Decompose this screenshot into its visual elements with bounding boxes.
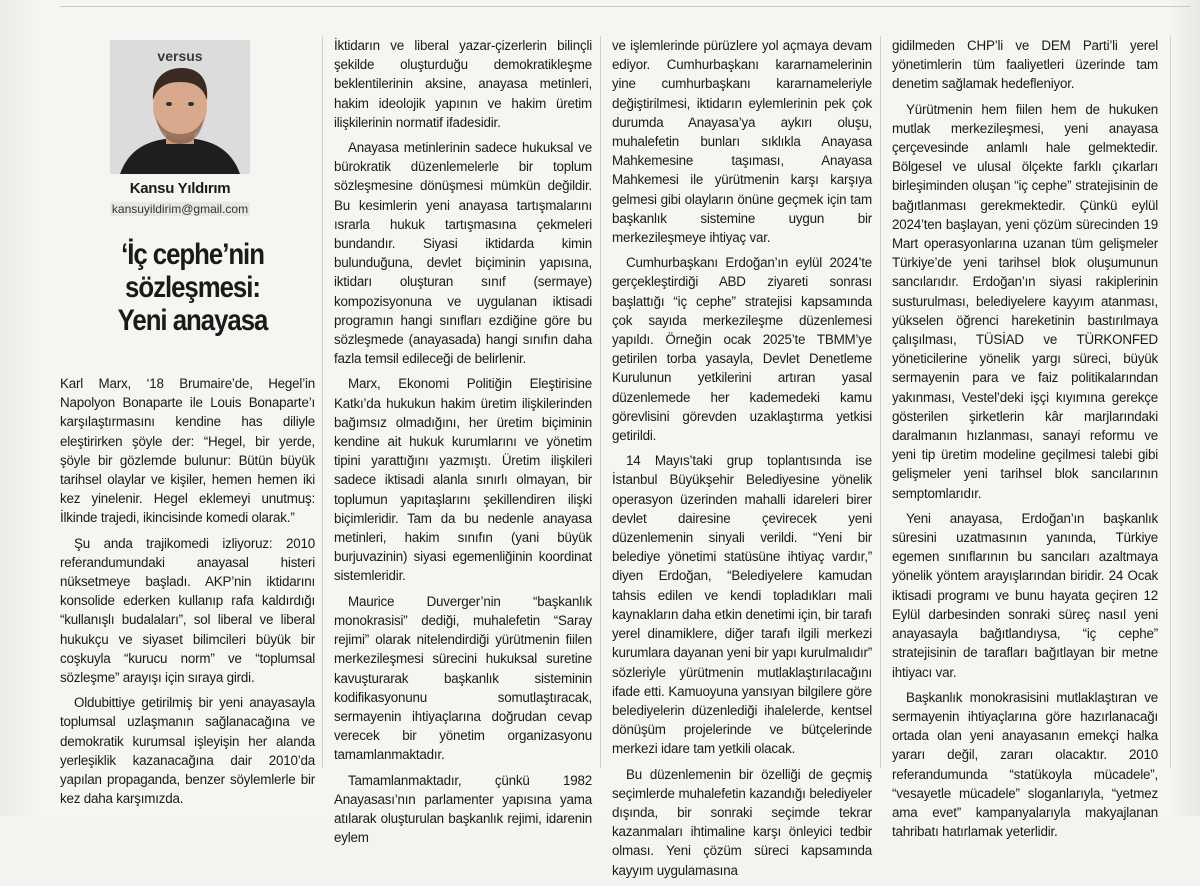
column-divider (322, 36, 323, 768)
paragraph: Oldubittiye getirilmiş bir yeni anayasayla toplumsal uzlaşmanın sağlanacağına ve demokratik kurumsal işleyişin her alanda yerleşiklik kazanacağına dair 2010’da yapılan propaganda, benzer söylemlerle bir kez daha karşımızda. (60, 695, 315, 807)
paragraph: Cumhurbaşkanı Erdoğan’ın eylül 2024’te gerçekleştirdiği ABD ziyareti sonrası başlattığı “iç cephe” stratejisi kapsamında çok sayıda merkezileşme düzenlemesi yapıldı. Örneğin ocak 2025’te TBMM’ye getirilen torba yasayla, Devlet Denetleme Kurulunun yetkilerini artıran yasal düzenlemede her kademedeki kamu görevlisini görevden uzaklaştırma yetkisi getirildi. (612, 255, 872, 444)
author-name: Kansu Yıldırım (129, 180, 231, 197)
headline-line: ‘İç cephe’nin (121, 238, 264, 271)
paragraph: Marx, Ekonomi Politiğin Eleştirisine Katkı’da hukukun hakim üretim ilişkilerinden bağımsız olmadığını, her üretim biçiminin kendine ait hukuk kurumlarını ve yönetim tipini yarattığını yazmıştı. Üretim ilişkileri sadece iktisadi alanla sınırlı olmayan, bir toplumun yapıtaşlarını şekillendiren ilişki biçimleridir. Tam da bu nedenle anayasa metinleri, hakim sınıfın (yani büyük burjuvazinin) siyasi egemenliğinin koordinat sistemleridir. (334, 376, 592, 584)
paragraph: ve işlemlerinde pürüzlere yol açmaya devam ediyor. Cumhurbaşkanı kararnamelerinin yine cumhurbaşkanı kararnameleriyle değiştirilmesi, iktidarın eylemlerinin pek çok durumda Anayasa’ya aykırı oluşu, muhalefetin bunları sıklıkla Anayasa Mahkemesine taşıması, Anayasa Mahkemesi ile yürütmenin karşı karşıya gelmesi gibi olayların önüne geçmek için tam başkanlık sistemine uygun bir merkezileşmeye ihtiyaç var. (612, 38, 872, 246)
article-headline (79, 238, 307, 337)
photo-label: versus (157, 48, 203, 64)
author-photo (110, 40, 250, 174)
headline-line: sözleşmesi: (125, 271, 260, 304)
paragraph: İktidarın ve liberal yazar-çizerlerin bilinçli şekilde oluşturduğu demokratikleşme beklentilerinin aksine, anayasa metinleri, hakim ideolojik yapının ve hakim üretim ilişkilerinin normatif ifadesidir. (334, 38, 592, 130)
article-column-4 (892, 36, 1158, 847)
top-rule (60, 6, 1190, 7)
paragraph: Şu anda trajikomedi izliyoruz: 2010 referandumundaki anayasal histeri nüksetmeye başladı. AKP’nin iktidarını konsolide ederken kullanıp rafa kaldırdığı “kullanışlı budalaları”, sol liberal ve liberal hukukçu ve siyaset bilimcileri büyük bir coşkuyla “kurucu norm” ve “toplumsal sözleşme” arayışı için sıraya girdi. (60, 535, 315, 686)
paragraph: Başkanlık monokrasisini mutlaklaştıran ve sermayenin ihtiyaçlarına göre hazırlanacağı ortada olan yeni anayasanın emekçi halka yararı değil, zararı olacaktır. 2010 referandumunda “statükoyla mücadele”, “vesayetle mücadele” sloganlarıyla, “yetmez ama evet” kampanyalarıyla makyajlanan tahribatı hatırlamak yeterlidir. (892, 689, 1158, 840)
article-column-1 (60, 374, 315, 814)
paragraph: Tamamlanmaktadır, çünkü 1982 Anayasası’nın parlamenter yapısına yama atılarak oluşturulan başkanlık rejimi, idarenin eylem (334, 772, 592, 846)
paragraph: Karl Marx, ‘18 Brumaire’de, Hegel’in Napolyon Bonaparte ile Louis Bonaparte’ı karşılaştırmasını kendine has diliyle eleştirirken şöyle der: “Hegel, bir yerde, şöyle bir gözlemde bulunur: Bütün büyük tarihsel olaylar ve kişiler, hemen hemen iki kez yinelenir. Hegel eklemeyi unutmuş: İlkinde trajedi, ikincisinde komedi olarak.” (60, 376, 315, 526)
paragraph: gidilmeden CHP’li ve DEM Parti’li yerel yönetimlerin tüm faaliyetleri üzerinde tam denetim sağlamak hedefleniyor. (892, 38, 1158, 92)
paragraph: Maurice Duverger’nin “başkanlık monokrasisi” dediği, muhalefetin “Saray rejimi” olarak nitelendirdiği yürütmenin fiilen merkezileşmesi sürecini hukuksal suretine kavuşturarak başkanlık sisteminin kodifikasyonunu somutlaştıracak, sermayenin ihtiyaçlarına doğrudan cevap verecek bir yönetim organizasyonu tamamlanmaktadır. (334, 593, 592, 763)
column-divider (880, 36, 881, 768)
paragraph: Bu düzenlemenin bir özelliği de geçmiş seçimlerde muhalefetin kazandığı belediyeler dışında, bir sonraki seçimde tekrar kazanmaları ihtimaline karşı önleyici tedbir olması. Yeni çözüm süreci kapsamında kayyım uygulamasına (612, 766, 872, 878)
author-email: kansuyildirim@gmail.com (111, 202, 249, 216)
paragraph: Yeni anayasa, Erdoğan’ın başkanlık süresini uzatmasının yanında, Türkiye egemen sınıflarının bu sancıları azaltmaya yönelik yöntem arayışlarından biridir. 24 Ocak iktisadi programı ve bunu hayata geçiren 12 Eylül darbesinden sonraki süreç nasıl yeni anayasayla bağıtlandıysa, “iç cephe” stratejisinin de tarafları bağıtlayan bir metne ihtiyacı var. (892, 510, 1158, 680)
paragraph: Yürütmenin hem fiilen hem de hukuken mutlak merkezileşmesi, yeni anayasa çerçevesinde anlamlı hale gelmektedir. Bölgesel ve ulusal ölçekte farklı çıkarları birleşiminden oluşan “iç cephe” stratejisinin de bağıtlanması gerekmektedir. Çünkü eylül 2024’ten başlayan, yeni çözüm sürecinden 19 Mart operasyonlarına uzanan tüm gelişmeler Türkiye’de yeni tarihsel blok oluşumunun sancılarıdır. Erdoğan’ın siyasi rakiplerinin susturulması, belediyelere kayyım atanması, yükselen öğrenci hareketinin bastırılmaya çalışılması, TÜSİAD ve TÜRKONFED yöneticilerine yönelik yargı süreci, büyük sermayenin para ve faiz politikalarından yakınması, Vestel’deki işçi kıyımına gerekçe gösterilen şirketlerin kâr marjlarındaki daralmanın hızlanması, sanayi reformu ve yeni tip üretim modeline geçilmesi talebi gibi gelişmeler yeni tarihsel blok sancılarının semptomlarıdır. (892, 101, 1158, 501)
paragraph: Anayasa metinlerinin sadece hukuksal ve bürokratik düzenlemelerle bir toplum sözleşmesine dönüşmesi mümkün değildir. Bu kesimlerin yeni anayasa tartışmalarını ısrarla hukuk tartışmasına çekmeleri bundandır. Siyasi iktidarda kimin bulunduğuna, devlet biçiminin yapısına, iktidarı oluşturan sınıf (sermaye) kompozisyonuna ve uygulanan iktisadi programın hangi sınıfları ezdiğine göre bu sözleşmede (anayasada) hangi sınıfın daha fazla temsil edileceği de belirlenir. (334, 140, 592, 367)
column-divider (1170, 36, 1171, 768)
headline-line: Yeni anayasa (117, 304, 268, 337)
article-column-2 (334, 36, 592, 853)
paragraph: 14 Mayıs’taki grup toplantısında ise İstanbul Büyükşehir Belediyesine yönelik operasyon üzerinden mahalli idareleri birer devlet dairesine çevirecek yeni düzenlemenin sinyali verildi. “Yeni bir belediye yönetimi statüsüne ihtiyaç vardır,” diyen Erdoğan, “Belediyelere kamudan tahsis edilen ve kendi topladıkları mali kaynakların daha etkin denetimi için, bir tarafı yerel dinamiklere, diğer tarafı ilgili merkezi kurumlara dayanan yeni bir yapı kurulmalıdır” sözleriyle yürütmenin mutlaklaştırılacağını ifade etti. Kamuoyuna yansıyan bilgilere göre belediyelerin düzenlediği ihalelerde, kentsel dönüşüm projelerinde ve bütçelerinde merkezi idare tam yetkili olacak. (612, 453, 872, 757)
column-divider (600, 36, 601, 768)
article-column-3 (612, 36, 872, 886)
